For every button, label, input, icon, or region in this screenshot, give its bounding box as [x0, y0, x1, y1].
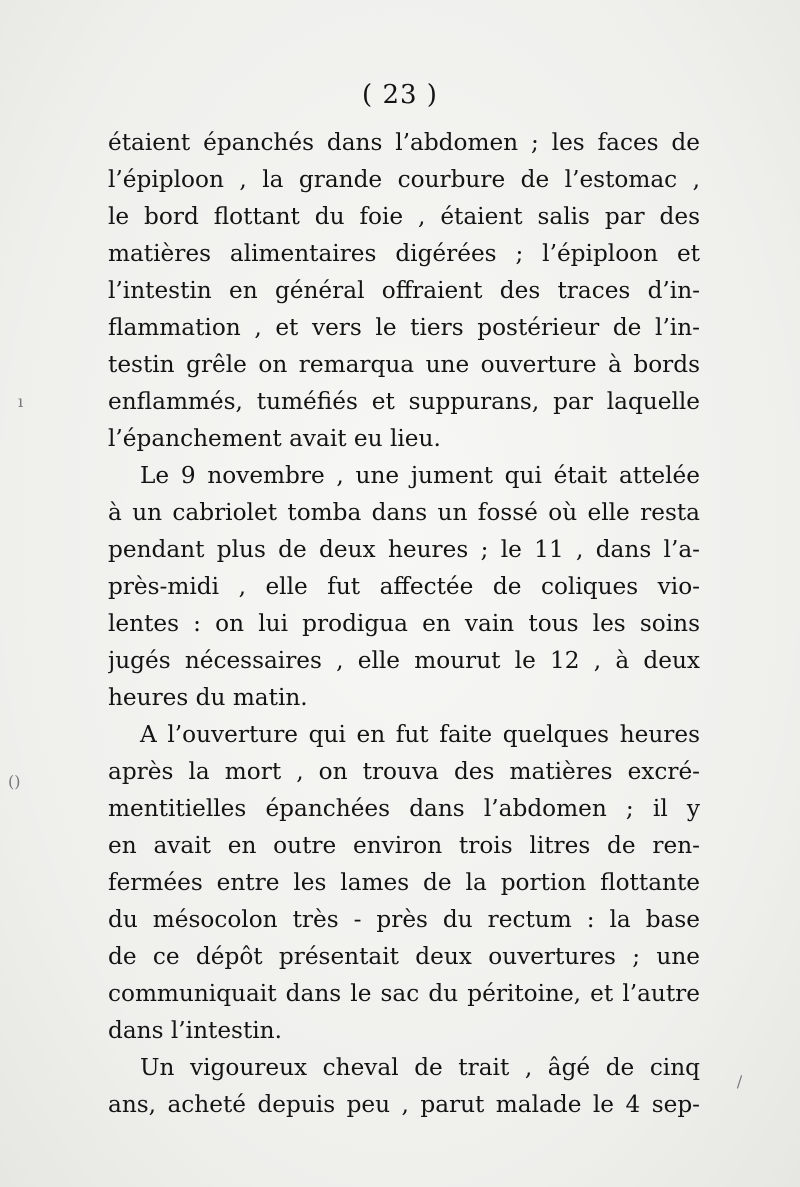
text-line: l’épanchement avait eu lieu.: [108, 425, 441, 452]
text-line: dans l’intestin.: [108, 1017, 282, 1044]
text-line: A l’ouverture qui en fut faite quelques heures: [140, 721, 700, 748]
scan-speck: (): [8, 772, 21, 791]
paragraph-4: [108, 1049, 700, 1123]
text-line: enflammés, tuméfiés et suppurans, par laquelle: [108, 388, 700, 415]
text-line: l’épiploon , la grande courbure de l’estomac ,: [108, 166, 700, 193]
text-line: de ce dépôt présentait deux ouvertures ; une: [108, 943, 700, 970]
text-line: près-midi , elle fut affectée de coliques vio-: [108, 573, 700, 600]
text-line: l’intestin en général offraient des traces d’in-: [108, 277, 700, 304]
text-line: fermées entre les lames de la portion flottante: [108, 869, 700, 896]
text-line: étaient épanchés dans l’abdomen ; les faces de: [108, 129, 700, 156]
paragraph-1: [108, 124, 700, 457]
body-text: [108, 124, 700, 1123]
text-line: jugés nécessaires , elle mourut le 12 , à deux: [108, 647, 700, 674]
text-line: Le 9 novembre , une jument qui était attelée: [140, 462, 700, 489]
page-number: ( 23 ): [362, 80, 438, 110]
text-line: en avait en outre environ trois litres de ren-: [108, 832, 700, 859]
text-line: ans, acheté depuis peu , parut malade le 4 sep-: [108, 1091, 700, 1118]
text-line: mentitielles épanchées dans l’abdomen ; il y: [108, 795, 700, 822]
text-line: matières alimentaires digérées ; l’épiploon et: [108, 240, 700, 267]
scan-speck: \: [732, 1072, 748, 1091]
paragraph-3: [108, 716, 700, 1049]
text-line: après la mort , on trouva des matières excré-: [108, 758, 700, 785]
text-line: du mésocolon très - près du rectum : la base: [108, 906, 700, 933]
text-line: flammation , et vers le tiers postérieur de l’in-: [108, 314, 700, 341]
text-line: testin grêle on remarqua une ouverture à bords: [108, 351, 700, 378]
text-line: le bord flottant du foie , étaient salis par des: [108, 203, 700, 230]
paragraph-2: [108, 457, 700, 716]
scan-speck: ı: [18, 392, 24, 411]
text-line: lentes : on lui prodigua en vain tous les soins: [108, 610, 700, 637]
text-line: pendant plus de deux heures ; le 11 , dans l’a-: [108, 536, 700, 563]
text-line: Un vigoureux cheval de trait , âgé de cinq: [140, 1054, 700, 1081]
text-line: communiquait dans le sac du péritoine, et l’autre: [108, 980, 700, 1007]
text-line: heures du matin.: [108, 684, 308, 711]
text-line: à un cabriolet tomba dans un fossé où elle resta: [108, 499, 700, 526]
